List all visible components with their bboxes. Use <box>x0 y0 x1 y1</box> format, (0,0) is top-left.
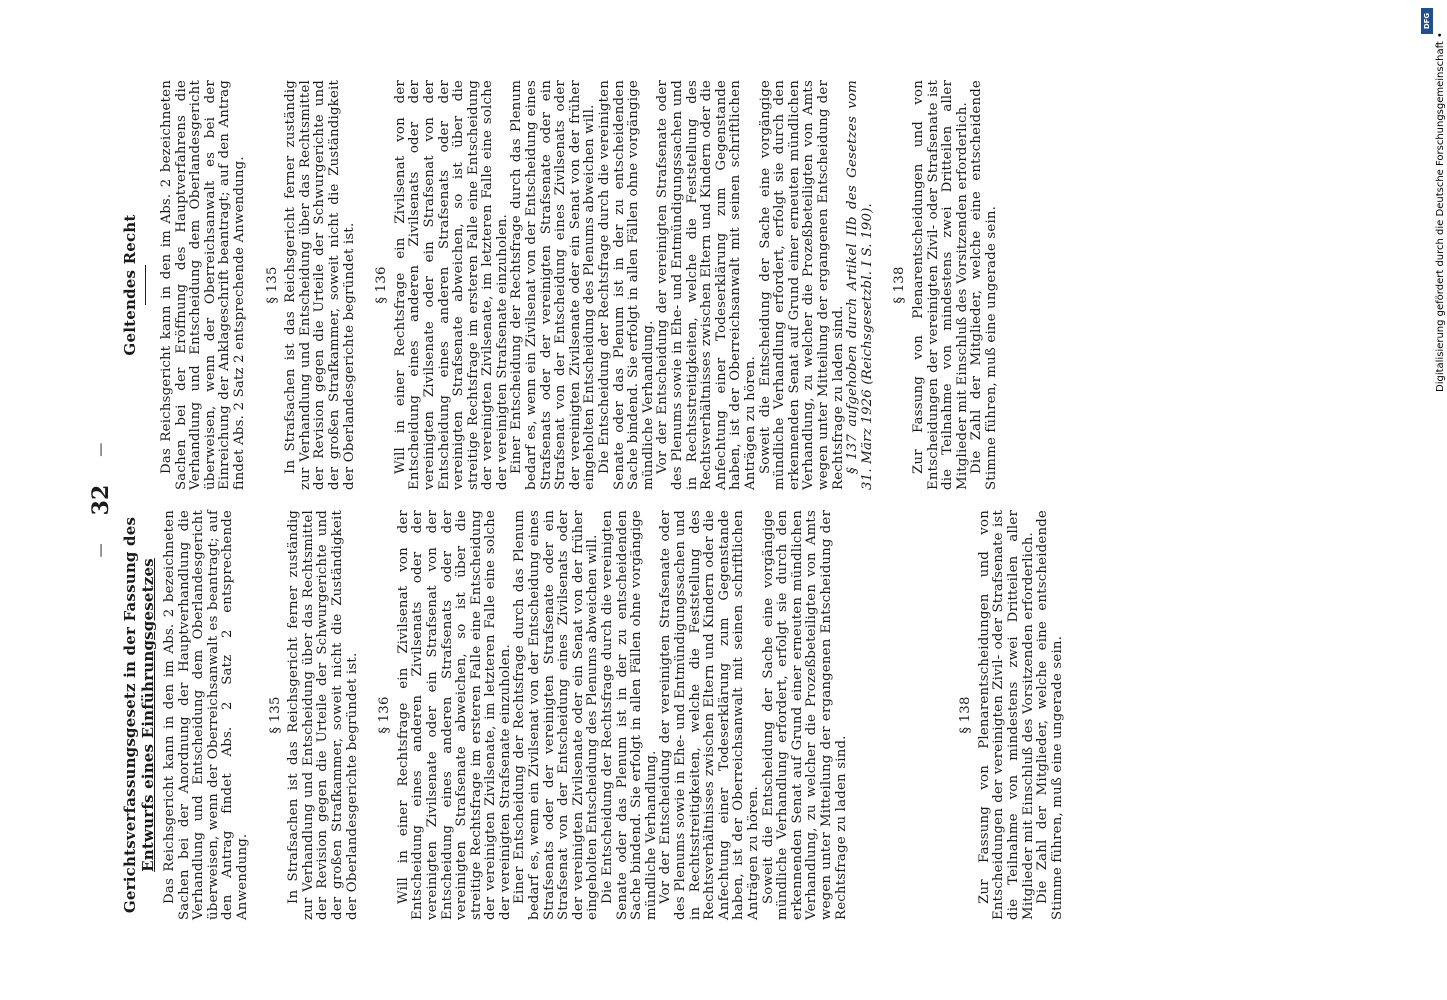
rotated-page <box>81 0 1353 1000</box>
left-paragraph-138a: Zur Fassung von Plenarentscheidungen und von Entscheidungen der vereinigten Zivil- oder Strafsenate ist die Teilnahme von mindestens zwei Dritteilen aller Mitglieder mit Einschluß des Vorsitzenden erforderlich. <box>976 510 1036 920</box>
dfg-logo-text: DFG <box>1423 12 1431 30</box>
left-column <box>121 510 1301 920</box>
page-number: 32 <box>88 484 114 516</box>
right-paragraph-138b: Die Zahl der Mitglieder, welche eine entscheidende Stimme führen, muß eine ungerade sein. <box>969 80 999 490</box>
right-paragraph-136b: Einer Entscheidung der Rechtsfrage durch das Plenum bedarf es, wenn ein Zivilsenat von der Entscheidung eines Strafsenats oder der vereinigten Strafsenate oder ein Strafsenat von der Entscheidung eines Zivilsenats oder der vereinigten Zivilsenate oder ein Senat von der früher eingeholten Entscheidung des Plenums abweichen will. <box>509 80 598 490</box>
right-paragraph-intro: Das Reichsgericht kann in den im Abs. 2 bezeichneten Sachen bei der Eröffnung des Hauptverfahrens die Verhandlung und Entscheidung dem Oberlandesgericht überweisen, wenn der Oberreichsanwalt es bei der Einreichung der Anklageschrift beantragt; auf den Antrag findet Abs. 2 Satz 2 entsprechende Anwendung. <box>159 80 247 490</box>
left-paragraph-136b: Einer Entscheidung der Rechtsfrage durch das Plenum bedarf es, wenn ein Zivilsenat von der Entscheidung eines Strafsenats oder der vereinigten Strafsenate oder ein Strafsenat von der Entscheidung eines Zivilsenats oder der vereinigten Zivilsenate oder ein Senat von der früher eingeholten Entscheidung des Plenums abweichen will. <box>512 510 601 920</box>
left-heading-line1: Gerichtsverfassungsgesetz in der Fassung des <box>121 516 139 914</box>
left-paragraph-136e: Soweit die Entscheidung der Sache eine vorgängige mündliche Verhandlung erfordert, erfolgt sie durch den erkennenden Senat auf Grund einer erneuten mündlichen Verhandlung, zu welcher die Prozeßbeteiligten von Amts wegen unter Mitteilung der ergangenen Entscheidung der Rechtsfrage zu laden sind. <box>760 510 849 920</box>
left-heading-line2: Entwurfs eines Einführungsgesetzes <box>139 558 157 872</box>
left-paragraph-135: In Strafsachen ist das Reichsgericht ferner zuständig zur Verhandlung und Entscheidung über das Rechtsmittel der Revision gegen die Urteile der Schwurgerichte und der großen Strafkammer, soweit nicht die Zuständigkeit der Oberlandesgerichte begründet ist. <box>286 510 360 920</box>
heading-rule <box>145 265 146 305</box>
right-paragraph-136e: Soweit die Entscheidung der Sache eine vorgängige mündliche Verhandlung erfordert, erfolgt sie durch den erkennenden Senat auf Grund einer erneuten mündlichen Verhandlung, zu welcher die Prozeßbeteiligten von Amts wegen unter Mitteilung der ergangenen Entscheidung der Rechtsfrage zu laden sind. <box>757 80 846 490</box>
right-column-heading: Geltendes Recht <box>121 214 139 356</box>
left-section-136: § 136 <box>377 696 393 734</box>
right-paragraph-135: In Strafsachen ist das Reichsgericht ferner zuständig zur Verhandlung und Entscheidung über das Rechtsmittel der Revision gegen die Urteile der Schwurgerichte und der großen Strafkammer, soweit nicht die Zuständigkeit der Oberlandesgerichte begründet ist. <box>283 80 357 490</box>
right-column <box>121 80 1301 490</box>
right-paragraph-136d: Vor der Entscheidung der vereinigten Strafsenate oder des Plenums sowie in Ehe- und Entmündigungssachen und in Rechtsstreitigkeiten, welche die Feststellung des Rechtsverhältnisses zwischen Eltern und Kindern oder die Anfechtung einer Todeserklärung zum Gegenstande haben, ist der Oberreichsanwalt mit seinen schriftlichen Anträgen zu hören. <box>655 80 758 490</box>
right-paragraph-136a: Will in einer Rechtsfrage ein Zivilsenat von der Entscheidung eines anderen Zivilsenats oder der vereinigten Zivilsenate oder ein Strafsenat von der Entscheidung eines anderen Strafsenats oder der vereinigten Strafsenate abweichen, so ist über die streitige Rechtsfrage im ersteren Falle eine Entscheidung der vereinigten Zivilsenate, im letzteren Falle eine solche der vereinigten Strafsenate einzuholen. <box>392 80 510 490</box>
right-section-135: § 135 <box>264 266 280 304</box>
dfg-logo <box>1421 8 1433 34</box>
left-section-135: § 135 <box>267 696 283 734</box>
page-header <box>87 0 115 1000</box>
right-section-136: § 136 <box>374 266 390 304</box>
header-dash-right: — <box>93 442 109 457</box>
left-paragraph-136a: Will in einer Rechtsfrage ein Zivilsenat von der Entscheidung eines anderen Zivilsenats oder der vereinigten Zivilsenate oder ein Strafsenat von der Entscheidung eines anderen Strafsenats oder der vereinigten Strafsenate abweichen, so ist über die streitige Rechtsfrage im ersteren Falle eine Entscheidung der vereinigten Zivilsenate, im letzteren Falle eine solche der vereinigten Strafsenate einzuholen. <box>395 510 513 920</box>
right-section-138: § 138 <box>892 266 908 304</box>
left-paragraph-138b: Die Zahl der Mitglieder, welche eine entscheidende Stimme führen, muß eine ungerade sein. <box>1035 510 1065 920</box>
right-paragraph-137-repealed: § 137 aufgehoben durch Artikel IIb des Gesetzes vom 31. März 1926 (Reichsgesetzbl. I S. 190). <box>845 80 875 490</box>
right-paragraph-136c: Die Entscheidung der Rechtsfrage durch die vereinigten Senate oder das Plenum ist in der zu entscheidenden Sache bindend. Sie erfolgt in allen Fällen ohne vorgängige mündliche Verhandlung. <box>597 80 656 490</box>
left-column-heading <box>121 510 157 920</box>
left-paragraph-intro: Das Reichsgericht kann in den im Abs. 2 bezeichneten Sachen bei der Anordnung der Hauptverhandlung die Verhandlung und Entscheidung dem Oberlandesgericht überweisen, wenn der Oberreichsanwalt es beantragt; auf den Antrag findet Abs. 2 Satz 2 entsprechende Anwendung. <box>162 510 250 920</box>
digitization-credit-bar <box>1421 0 1446 1000</box>
digitization-credit: Digitalisierung gefördert durch die Deutsche Forschungsgemeinschaft • <box>1435 32 1446 392</box>
right-paragraph-138a: Zur Fassung von Plenarentscheidungen und von Entscheidungen der vereinigten Zivil- oder Strafsenate ist die Teilnahme von mindestens zwei Dritteilen aller Mitglieder mit Einschluß des Vorsitzenden erforderlich. <box>910 80 970 490</box>
left-paragraph-136d: Vor der Entscheidung der vereinigten Strafsenate oder des Plenums sowie in Ehe- und Entmündigungssachen und in Rechtsstreitigkeiten, welche die Feststellung des Rechtsverhältnisses zwischen Eltern und Kindern oder die Anfechtung einer Todeserklärung zum Gegenstande haben, ist der Oberreichsanwalt mit seinen schriftlichen Anträgen zu hören. <box>658 510 761 920</box>
header-dash-left: — <box>93 543 109 558</box>
left-paragraph-136c: Die Entscheidung der Rechtsfrage durch die vereinigten Senate oder das Plenum ist in der zu entscheidenden Sache bindend. Sie erfolgt in allen Fällen ohne vorgängige mündliche Verhandlung. <box>600 510 659 920</box>
left-section-138: § 138 <box>958 696 974 734</box>
